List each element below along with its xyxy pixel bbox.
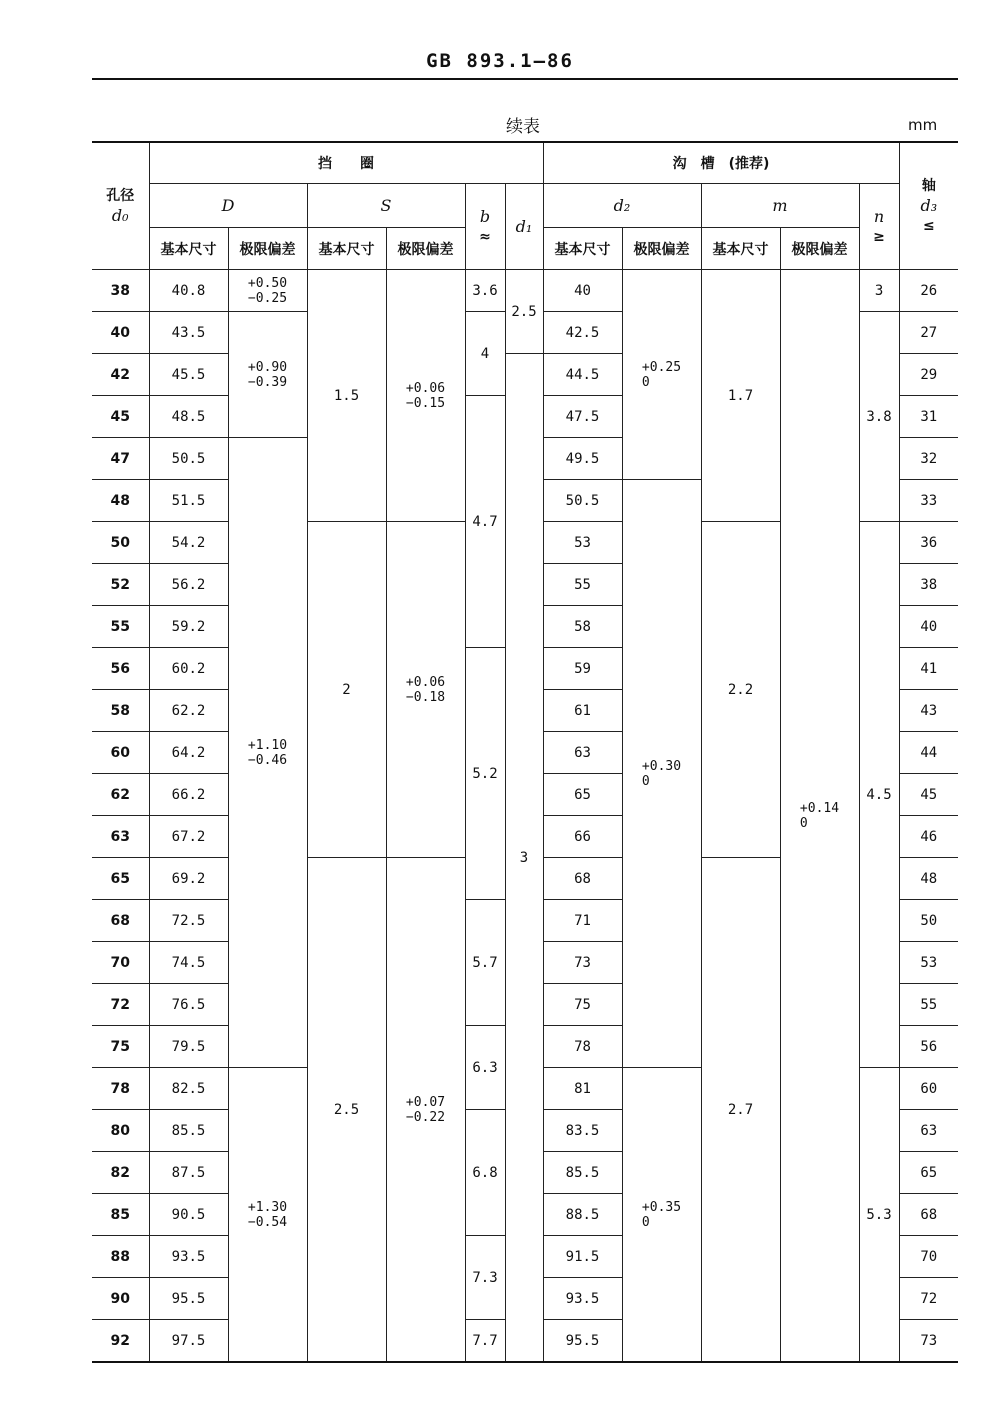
d3-cell: 68 [899,1194,958,1236]
m-basic-cell: 2.2 [701,522,780,858]
d2-cell: 53 [543,522,622,564]
tolerance-pair [248,1200,287,1230]
standard-code: GB 893.1—86 [426,50,574,72]
tolerance-pair [248,360,287,390]
d2-cell: 91.5 [543,1236,622,1278]
d3-cell: 27 [899,312,958,354]
d0-cell: 63 [92,816,149,858]
d3-cell: 46 [899,816,958,858]
d0-cell: 45 [92,396,149,438]
tolerance-pair [642,759,681,789]
lower-deviation: −0.15 [405,395,446,411]
d-cell: 82.5 [149,1068,228,1110]
d3-cell: 63 [899,1110,958,1152]
d2-cell: 71 [543,900,622,942]
d2-cell: 40 [543,270,622,312]
d0-cell: 50 [92,522,149,564]
d0-cell: 90 [92,1278,149,1320]
d0-cell: 80 [92,1110,149,1152]
d-cell: 51.5 [149,480,228,522]
d3-cell: 73 [899,1320,958,1363]
d0-cell: 62 [92,774,149,816]
lower-deviation: 0 [641,773,650,789]
d-cell: 43.5 [149,312,228,354]
d0-cell: 58 [92,690,149,732]
d0-cell: 47 [92,438,149,480]
d-cell: 76.5 [149,984,228,1026]
d-cell: 79.5 [149,1026,228,1068]
d-cell: 48.5 [149,396,228,438]
upper-deviation: +0.90 [247,359,288,375]
d0-cell: 42 [92,354,149,396]
s-dev-cell [386,858,465,1363]
d0-cell: 68 [92,900,149,942]
d2-cell: 49.5 [543,438,622,480]
retaining-ring-header: 挡 圈 [149,142,543,184]
d2-header: d₂ [543,184,701,228]
b-cell: 6.3 [465,1026,505,1110]
bore-header: 孔径 d₀ [92,142,149,270]
D-header: D [149,184,307,228]
d2-cell: 95.5 [543,1320,622,1363]
d-cell: 59.2 [149,606,228,648]
d2-cell: 68 [543,858,622,900]
upper-deviation: +0.06 [405,674,446,690]
d2-cell: 61 [543,690,622,732]
d3-cell: 43 [899,690,958,732]
b-cell: 3.6 [465,270,505,312]
d3-cell: 33 [899,480,958,522]
d3-cell: 32 [899,438,958,480]
upper-deviation: +1.30 [247,1199,288,1215]
d2-cell: 78 [543,1026,622,1068]
d2-dev-cell [622,1068,701,1363]
s-dev-cell [386,522,465,858]
d-cell: 67.2 [149,816,228,858]
d0-cell: 60 [92,732,149,774]
d2-cell: 59 [543,648,622,690]
b-cell: 4.7 [465,396,505,648]
d3-cell: 48 [899,858,958,900]
d3-cell: 40 [899,606,958,648]
b-header: b ≈ [465,184,505,270]
upper-deviation: +0.35 [641,1199,682,1215]
spec-table [92,141,958,1363]
d-cell: 97.5 [149,1320,228,1363]
lower-deviation: −0.22 [405,1109,446,1125]
d2-cell: 65 [543,774,622,816]
d3-cell: 72 [899,1278,958,1320]
d0-cell: 65 [92,858,149,900]
d-cell: 50.5 [149,438,228,480]
m-header: m [701,184,859,228]
tolerance-pair [248,276,287,306]
d-dev-cell [228,1068,307,1363]
d-cell: 87.5 [149,1152,228,1194]
d-cell: 85.5 [149,1110,228,1152]
d-cell: 56.2 [149,564,228,606]
d2-cell: 83.5 [543,1110,622,1152]
tolerance-pair [642,1200,681,1230]
n-cell: 5.3 [859,1068,899,1363]
d-cell: 93.5 [149,1236,228,1278]
d-cell: 69.2 [149,858,228,900]
tolerance-pair [642,360,681,390]
s-basic-cell: 2 [307,522,386,858]
d2-cell: 75 [543,984,622,1026]
d0-cell: 56 [92,648,149,690]
d0-cell: 85 [92,1194,149,1236]
d0-cell: 82 [92,1152,149,1194]
n-cell: 3.8 [859,312,899,522]
d2-cell: 58 [543,606,622,648]
d-cell: 40.8 [149,270,228,312]
upper-deviation: +0.30 [641,758,682,774]
d2-cell: 44.5 [543,354,622,396]
d0-cell: 48 [92,480,149,522]
d2-dev-cell [622,480,701,1068]
n-cell: 4.5 [859,522,899,1068]
b-cell: 4 [465,312,505,396]
table-row [92,270,958,312]
d0-cell: 92 [92,1320,149,1363]
continuation-label: 续表 [506,117,540,137]
d-cell: 62.2 [149,690,228,732]
lower-deviation: −0.18 [405,689,446,705]
d3-cell: 45 [899,774,958,816]
d3-cell: 26 [899,270,958,312]
unit-label: mm [908,116,938,134]
b-cell: 7.7 [465,1320,505,1363]
D-limit-dev-header: 极限偏差 [228,228,307,270]
d-cell: 74.5 [149,942,228,984]
table-body [92,270,958,1363]
b-cell: 7.3 [465,1236,505,1320]
S-header: S [307,184,465,228]
lower-deviation: −0.46 [247,752,288,768]
upper-deviation: +0.06 [405,380,446,396]
d0-cell: 40 [92,312,149,354]
d3-cell: 38 [899,564,958,606]
d-dev-cell [228,312,307,438]
d3-cell: 29 [899,354,958,396]
d2-cell: 93.5 [543,1278,622,1320]
S-basic-size-header: 基本尺寸 [307,228,386,270]
d2-basic-size-header: 基本尺寸 [543,228,622,270]
d-cell: 54.2 [149,522,228,564]
header-rule [92,78,958,80]
d0-cell: 78 [92,1068,149,1110]
d2-cell: 66 [543,816,622,858]
shaft-header: 轴 d₃ ≤ [899,142,958,270]
groove-header: 沟 槽 (推荐) [543,142,899,184]
b-cell: 5.7 [465,900,505,1026]
upper-deviation: +0.07 [405,1094,446,1110]
d2-limit-dev-header: 极限偏差 [622,228,701,270]
upper-deviation: +0.14 [799,800,840,816]
d2-cell: 47.5 [543,396,622,438]
s-basic-cell: 1.5 [307,270,386,522]
lower-deviation: 0 [799,815,808,831]
d1-cell: 3 [505,354,543,1363]
d3-cell: 36 [899,522,958,564]
d2-cell: 55 [543,564,622,606]
m-basic-cell: 2.7 [701,858,780,1363]
tolerance-pair [248,738,287,768]
lower-deviation: −0.39 [247,374,288,390]
d0-cell: 38 [92,270,149,312]
d3-cell: 56 [899,1026,958,1068]
d2-dev-cell [622,270,701,480]
upper-deviation: +0.50 [247,275,288,291]
d0-cell: 52 [92,564,149,606]
D-basic-size-header: 基本尺寸 [149,228,228,270]
d3-cell: 41 [899,648,958,690]
d3-cell: 53 [899,942,958,984]
b-cell: 6.8 [465,1110,505,1236]
tolerance-pair [406,1095,445,1125]
d0-cell: 88 [92,1236,149,1278]
n-cell: 3 [859,270,899,312]
lower-deviation: −0.25 [247,290,288,306]
d0-cell: 75 [92,1026,149,1068]
lower-deviation: 0 [641,1214,650,1230]
d2-cell: 81 [543,1068,622,1110]
lower-deviation: 0 [641,374,650,390]
d0-cell: 55 [92,606,149,648]
S-limit-dev-header: 极限偏差 [386,228,465,270]
d2-cell: 63 [543,732,622,774]
s-basic-cell: 2.5 [307,858,386,1363]
d1-cell: 2.5 [505,270,543,354]
m-basic-cell: 1.7 [701,270,780,522]
d2-cell: 50.5 [543,480,622,522]
upper-deviation: +0.25 [641,359,682,375]
d3-cell: 50 [899,900,958,942]
d0-cell: 70 [92,942,149,984]
m-dev-cell [780,270,859,1363]
d-dev-cell [228,270,307,312]
n-header: n ≥ [859,184,899,270]
d-cell: 72.5 [149,900,228,942]
d2-cell: 85.5 [543,1152,622,1194]
d2-cell: 88.5 [543,1194,622,1236]
d2-cell: 73 [543,942,622,984]
d3-cell: 60 [899,1068,958,1110]
d1-header: d₁ [505,184,543,270]
d-cell: 45.5 [149,354,228,396]
tolerance-pair [406,675,445,705]
d3-cell: 55 [899,984,958,1026]
d3-cell: 65 [899,1152,958,1194]
upper-deviation: +1.10 [247,737,288,753]
d3-cell: 44 [899,732,958,774]
d0-cell: 72 [92,984,149,1026]
tolerance-pair [800,801,839,831]
lower-deviation: −0.54 [247,1214,288,1230]
d-dev-cell [228,438,307,1068]
d-cell: 90.5 [149,1194,228,1236]
d3-cell: 31 [899,396,958,438]
m-limit-dev-header: 极限偏差 [780,228,859,270]
m-basic-size-header: 基本尺寸 [701,228,780,270]
s-dev-cell [386,270,465,522]
d-cell: 64.2 [149,732,228,774]
d-cell: 95.5 [149,1278,228,1320]
d-cell: 66.2 [149,774,228,816]
d2-cell: 42.5 [543,312,622,354]
tolerance-pair [406,381,445,411]
b-cell: 5.2 [465,648,505,900]
d-cell: 60.2 [149,648,228,690]
d3-cell: 70 [899,1236,958,1278]
